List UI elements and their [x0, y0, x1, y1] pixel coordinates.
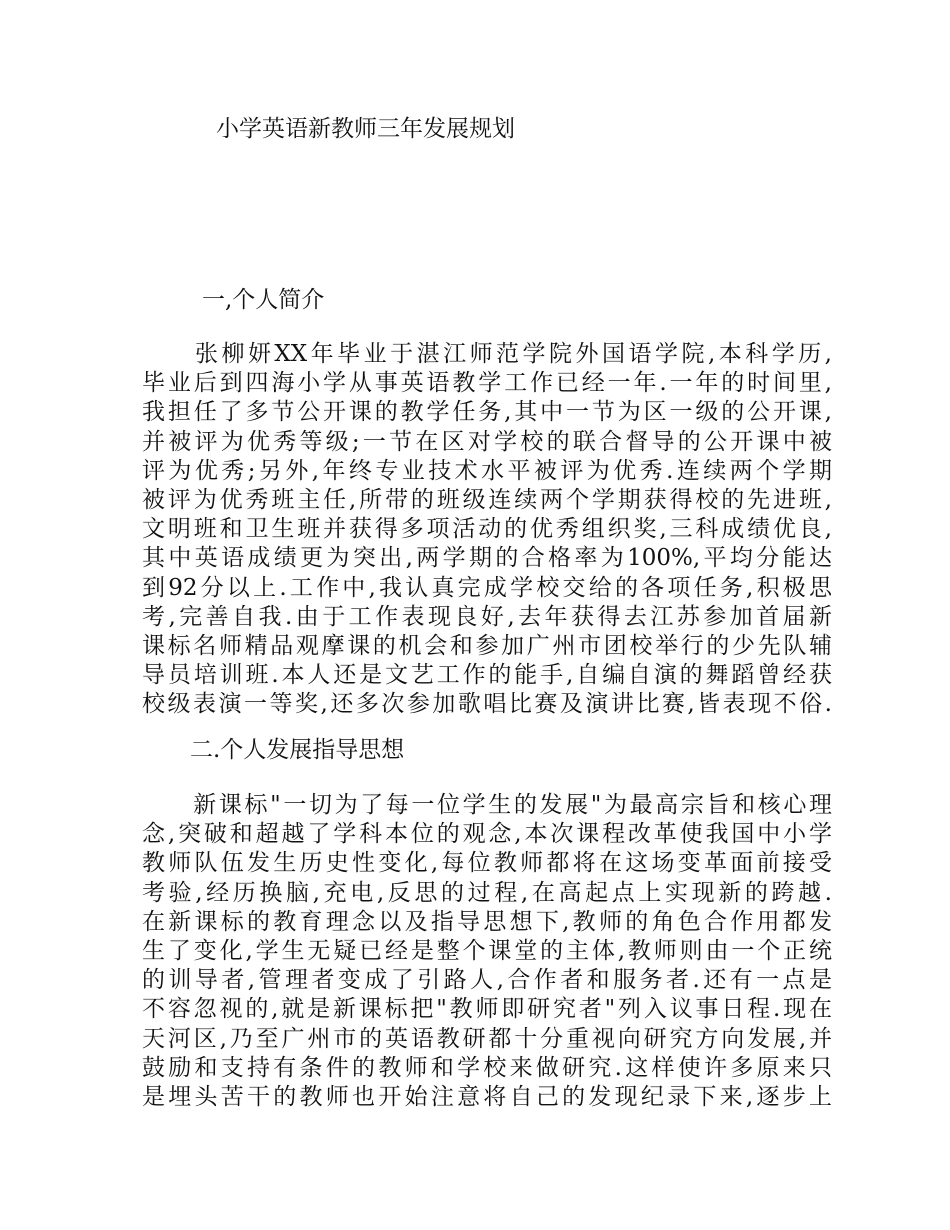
paragraph-line: 考,完善自我.由于工作表现良好,去年获得去江苏参加首届新 — [142, 603, 832, 630]
paragraph-line: 不容忽视的,就是新课标把"教师即研究者"列入议事日程.现在 — [142, 996, 832, 1023]
paragraph-line: 在新课标的教育理念以及指导思想下,教师的角色合作用都发 — [142, 908, 832, 935]
paragraph-line: 教师队伍发生历史性变化,每位教师都将在这场变革面前接受 — [142, 850, 832, 877]
paragraph-line: 并被评为优秀等级;一节在区对学校的联合督导的公开课中被 — [142, 428, 832, 455]
section-paragraph-guiding-ideology — [142, 791, 832, 1112]
paragraph-line: 天河区,乃至广州市的英语教研都十分重视向研究方向发展,并 — [142, 1025, 832, 1052]
paragraph-line: 到92分以上.工作中,我认真完成学校交给的各项任务,积极思 — [142, 574, 832, 601]
document-title: 小学英语新教师三年发展规划 — [216, 116, 515, 142]
paragraph-line: 张柳妍XX年毕业于湛江师范学院外国语学院,本科学历, — [142, 341, 832, 367]
paragraph-line: 课标名师精品观摩课的机会和参加广州市团校举行的少先队辅 — [142, 632, 832, 659]
paragraph-line: 被评为优秀班主任,所带的班级连续两个学期获得校的先进班, — [142, 486, 832, 513]
paragraph-line: 其中英语成绩更为突出,两学期的合格率为100%,平均分能达 — [142, 545, 832, 572]
paragraph-line: 校级表演一等奖,还多次参加歌唱比赛及演讲比赛,皆表现不俗. — [142, 691, 832, 718]
paragraph-line: 念,突破和超越了学科本位的观念,本次课程改革使我国中小学 — [142, 821, 832, 848]
paragraph-line: 生了变化,学生无疑已经是整个课堂的主体,教师则由一个正统 — [142, 937, 832, 964]
section-heading-personal-profile: 一,个人简介 — [202, 287, 325, 313]
paragraph-line: 新课标"一切为了每一位学生的发展"为最高宗旨和核心理 — [142, 792, 832, 818]
paragraph-line: 的训导者,管理者变成了引路人,合作者和服务者.还有一点是 — [142, 967, 832, 994]
paragraph-line: 我担任了多节公开课的教学任务,其中一节为区一级的公开课, — [142, 399, 832, 426]
paragraph-line: 毕业后到四海小学从事英语教学工作已经一年.一年的时间里, — [142, 370, 832, 397]
paragraph-line: 是埋头苦干的教师也开始注意将自己的发现纪录下来,逐步上 — [142, 1083, 832, 1110]
paragraph-line: 鼓励和支持有条件的教师和学校来做研究.这样使许多原来只 — [142, 1054, 832, 1081]
paragraph-line: 评为优秀;另外,年终专业技术水平被评为优秀.连续两个学期 — [142, 457, 832, 484]
section-heading-guiding-ideology: 二.个人发展指导思想 — [190, 737, 405, 763]
paragraph-line: 文明班和卫生班并获得多项活动的优秀组织奖,三科成绩优良, — [142, 516, 832, 543]
paragraph-line: 导员培训班.本人还是文艺工作的能手,自编自演的舞蹈曾经获 — [142, 662, 832, 689]
paragraph-line: 考验,经历换脑,充电,反思的过程,在高起点上实现新的跨越. — [142, 879, 832, 906]
section-paragraph-personal-profile — [142, 340, 832, 719]
